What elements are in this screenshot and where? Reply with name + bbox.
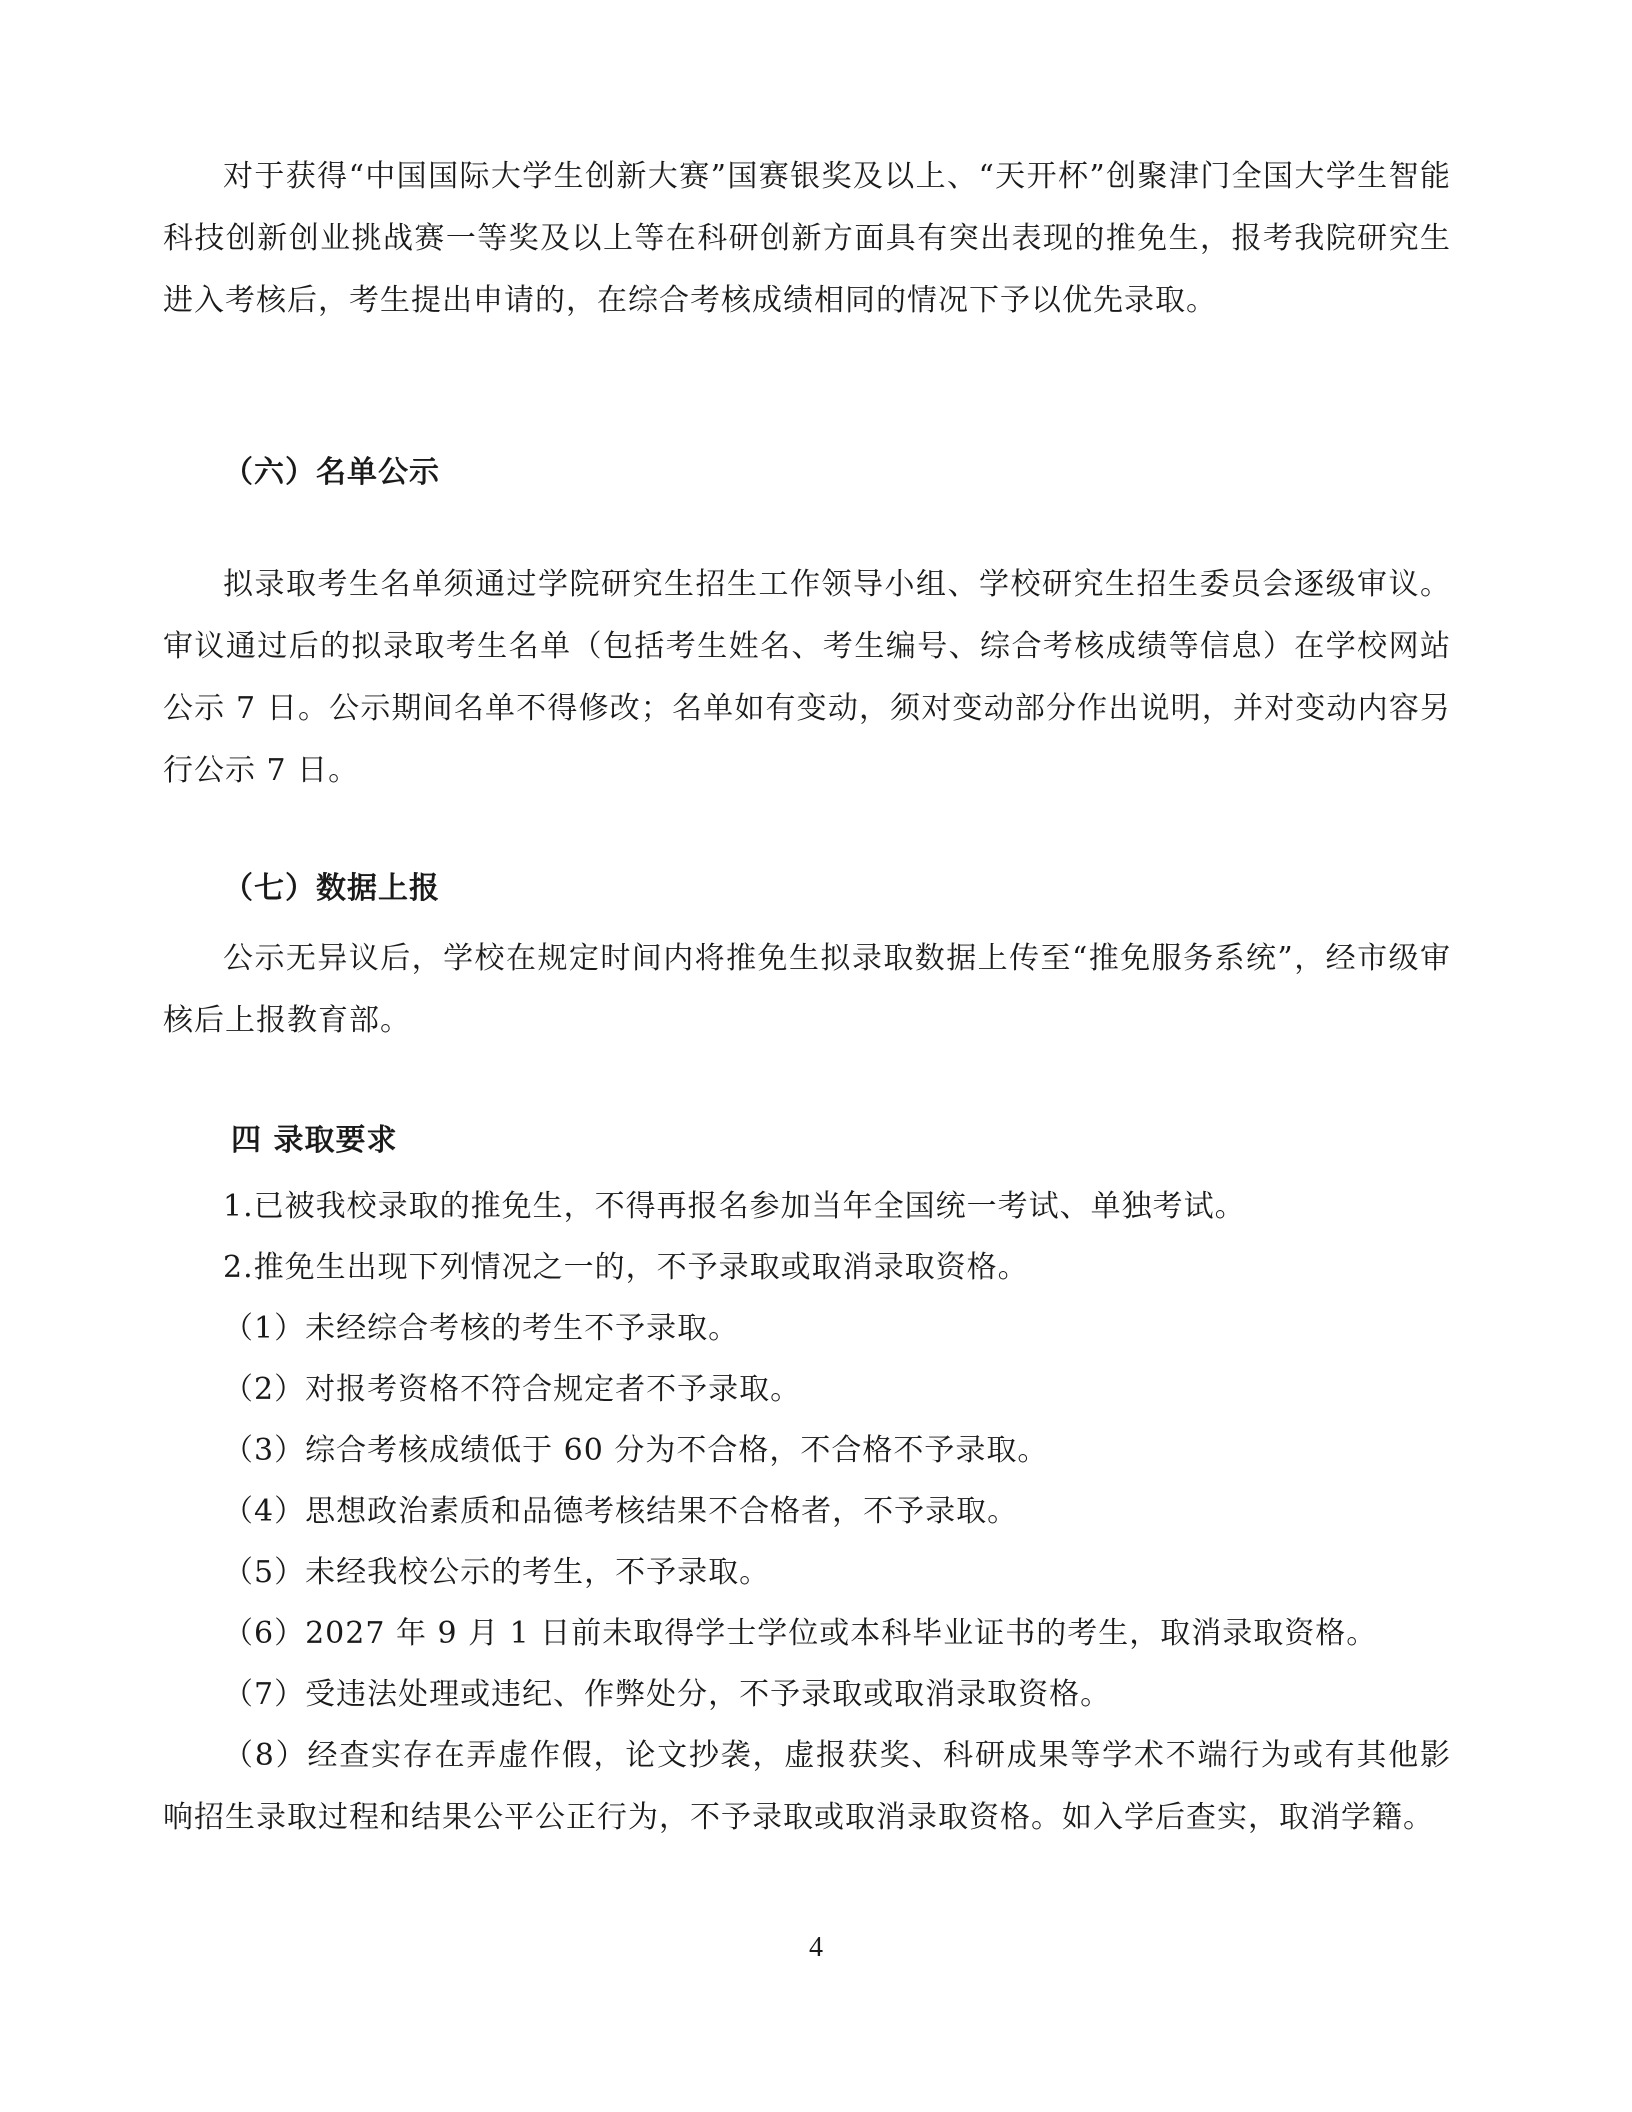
requirement-item-1: 1.已被我校录取的推免生，不得再报名参加当年全国统一考试、单独考试。 [223, 1189, 1246, 1224]
requirement-sub-7: （7）受违法处理或违纪、作弊处分，不予录取或取消录取资格。 [223, 1677, 1112, 1712]
priority-admission-paragraph: 对于获得“中国国际大学生创新大赛”国赛银奖及以上、“天开杯”创聚津门全国大学生智能科技创新创业挑战赛一等奖及以上等在科研创新方面具有突出表现的推免生，报考我院研究生进入考核后，考生提出申请的，在综合考核成绩相同的情况下予以优先录取。 [163, 159, 1451, 318]
requirement-item-2: 2.推免生出现下列情况之一的，不予录取或取消录取资格。 [223, 1250, 1029, 1285]
section-heading-admission-requirements: 四 录取要求 [231, 1123, 398, 1158]
list-publicity-paragraph: 拟录取考生名单须通过学院研究生招生工作领导小组、学校研究生招生委员会逐级审议。审议通过后的拟录取考生名单（包括考生姓名、考生编号、综合考核成绩等信息）在学校网站公示 7 日。公示期间名单不得修改；名单如有变动，须对变动部分作出说明，并对变动内容另行公示 7 日。 [163, 567, 1451, 788]
section-heading-data-reporting: （七）数据上报 [223, 871, 440, 906]
requirement-sub-1: （1）未经综合考核的考生不予录取。 [223, 1311, 740, 1346]
requirement-sub-6: （6）2027 年 9 月 1 日前未取得学士学位或本科毕业证书的考生，取消录取资格。 [223, 1616, 1378, 1651]
requirement-sub-3: （3）综合考核成绩低于 60 分为不合格，不合格不予录取。 [223, 1433, 1049, 1468]
data-reporting-paragraph: 公示无异议后，学校在规定时间内将推免生拟录取数据上传至“推免服务系统”，经市级审核后上报教育部。 [163, 941, 1451, 1038]
requirement-sub-8: （8）经查实存在弄虚作假，论文抄袭，虚报获奖、科研成果等学术不端行为或有其他影响招生录取过程和结果公平公正行为，不予录取或取消录取资格。如入学后查实，取消学籍。 [163, 1738, 1451, 1835]
page-number: 4 [809, 1932, 823, 1963]
requirement-sub-4: （4）思想政治素质和品德考核结果不合格者，不予录取。 [223, 1494, 1019, 1529]
requirement-sub-5: （5）未经我校公示的考生，不予录取。 [223, 1555, 771, 1590]
section-heading-list-publicity: （六）名单公示 [223, 455, 440, 490]
requirement-sub-2: （2）对报考资格不符合规定者不予录取。 [223, 1372, 802, 1407]
